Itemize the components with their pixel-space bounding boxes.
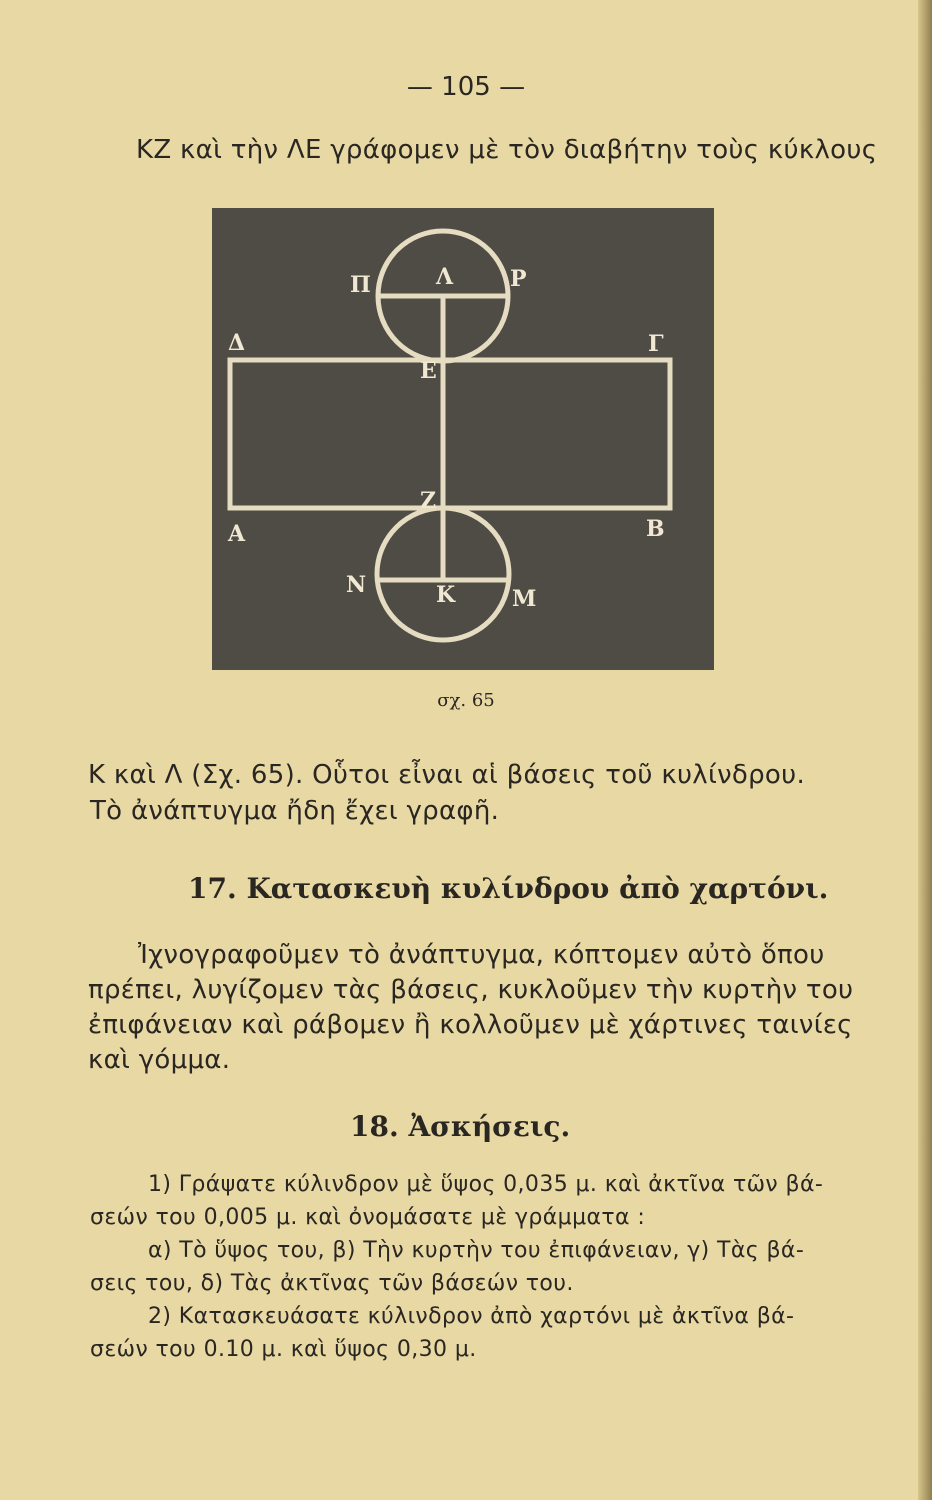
exercise-line-6: σεών του 0.10 μ. καὶ ὕψος 0,30 μ. xyxy=(90,1337,477,1362)
intro-line: ΚΖ καὶ τὴν ΛΕ γράφομεν μὲ τὸν διαβήτην τοὺς κύκλους xyxy=(136,135,878,165)
exercise-line-4: σεις του, δ) Τὰς ἀκτῖνας τῶν βάσεών του. xyxy=(90,1271,574,1296)
label-kappa: Κ xyxy=(436,582,456,608)
exercise-line-2: σεών του 0,005 μ. καὶ ὀνομάσατε μὲ γράμματα : xyxy=(90,1205,646,1230)
label-delta: Δ xyxy=(228,330,246,356)
figure-svg xyxy=(212,208,714,670)
label-rho: Ρ xyxy=(510,266,527,292)
cylinder-net-figure xyxy=(212,208,714,670)
figure-caption: σχ. 65 xyxy=(437,690,495,711)
section-18-heading: 18. Ἀσκήσεις. xyxy=(350,1110,571,1143)
after-figure-line-2: Τὸ ἀνάπτυγμα ἤδη ἔχει γραφῆ. xyxy=(90,796,500,826)
after-figure-line-1: Κ καὶ Λ (Σχ. 65). Οὗτοι εἶναι αἱ βάσεις τοῦ κυλίνδρου. xyxy=(88,760,806,790)
section-17-line-4: καὶ γόμμα. xyxy=(88,1045,231,1075)
section-17-line-2: πρέπει, λυγίζομεν τὰς βάσεις, κυκλοῦμεν τὴν κυρτὴν του xyxy=(88,975,854,1005)
label-epsilon: Ε xyxy=(420,358,437,384)
section-17-line-3: ἐπιφάνειαν καὶ ράβομεν ἢ κολλοῦμεν μὲ χάρτινες ταινίες xyxy=(88,1010,853,1040)
exercise-line-1: 1) Γράψατε κύλινδρον μὲ ὕψος 0,035 μ. καὶ ἀκτῖνα τῶν βά- xyxy=(148,1172,824,1197)
section-17-heading: 17. Κατασκευὴ κυλίνδρου ἀπὸ χαρτόνι. xyxy=(188,872,829,905)
exercise-line-5: 2) Κατασκευάσατε κύλινδρον ἀπὸ χαρτόνι μὲ ἀκτῖνα βά- xyxy=(148,1304,795,1329)
exercise-line-3: α) Τὸ ὕψος του, β) Τὴν κυρτὴν του ἐπιφάνειαν, γ) Τὰς βά- xyxy=(148,1238,805,1263)
page-edge xyxy=(918,0,932,1500)
label-nu: Ν xyxy=(346,572,367,598)
label-mu: Μ xyxy=(512,586,537,612)
section-17-line-1: Ἰχνογραφοῦμεν τὸ ἀνάπτυγμα, κόπτομεν αὐτὸ ὅπου xyxy=(138,940,825,970)
label-zeta: Ζ xyxy=(420,488,437,514)
label-alpha: Α xyxy=(228,521,246,547)
label-beta: Β xyxy=(646,516,665,542)
figure-background xyxy=(212,208,714,670)
page-number: — 105 — xyxy=(406,72,526,102)
label-lambda: Λ xyxy=(436,264,454,290)
label-pi: Π xyxy=(350,272,371,298)
label-gamma: Γ xyxy=(648,331,664,357)
